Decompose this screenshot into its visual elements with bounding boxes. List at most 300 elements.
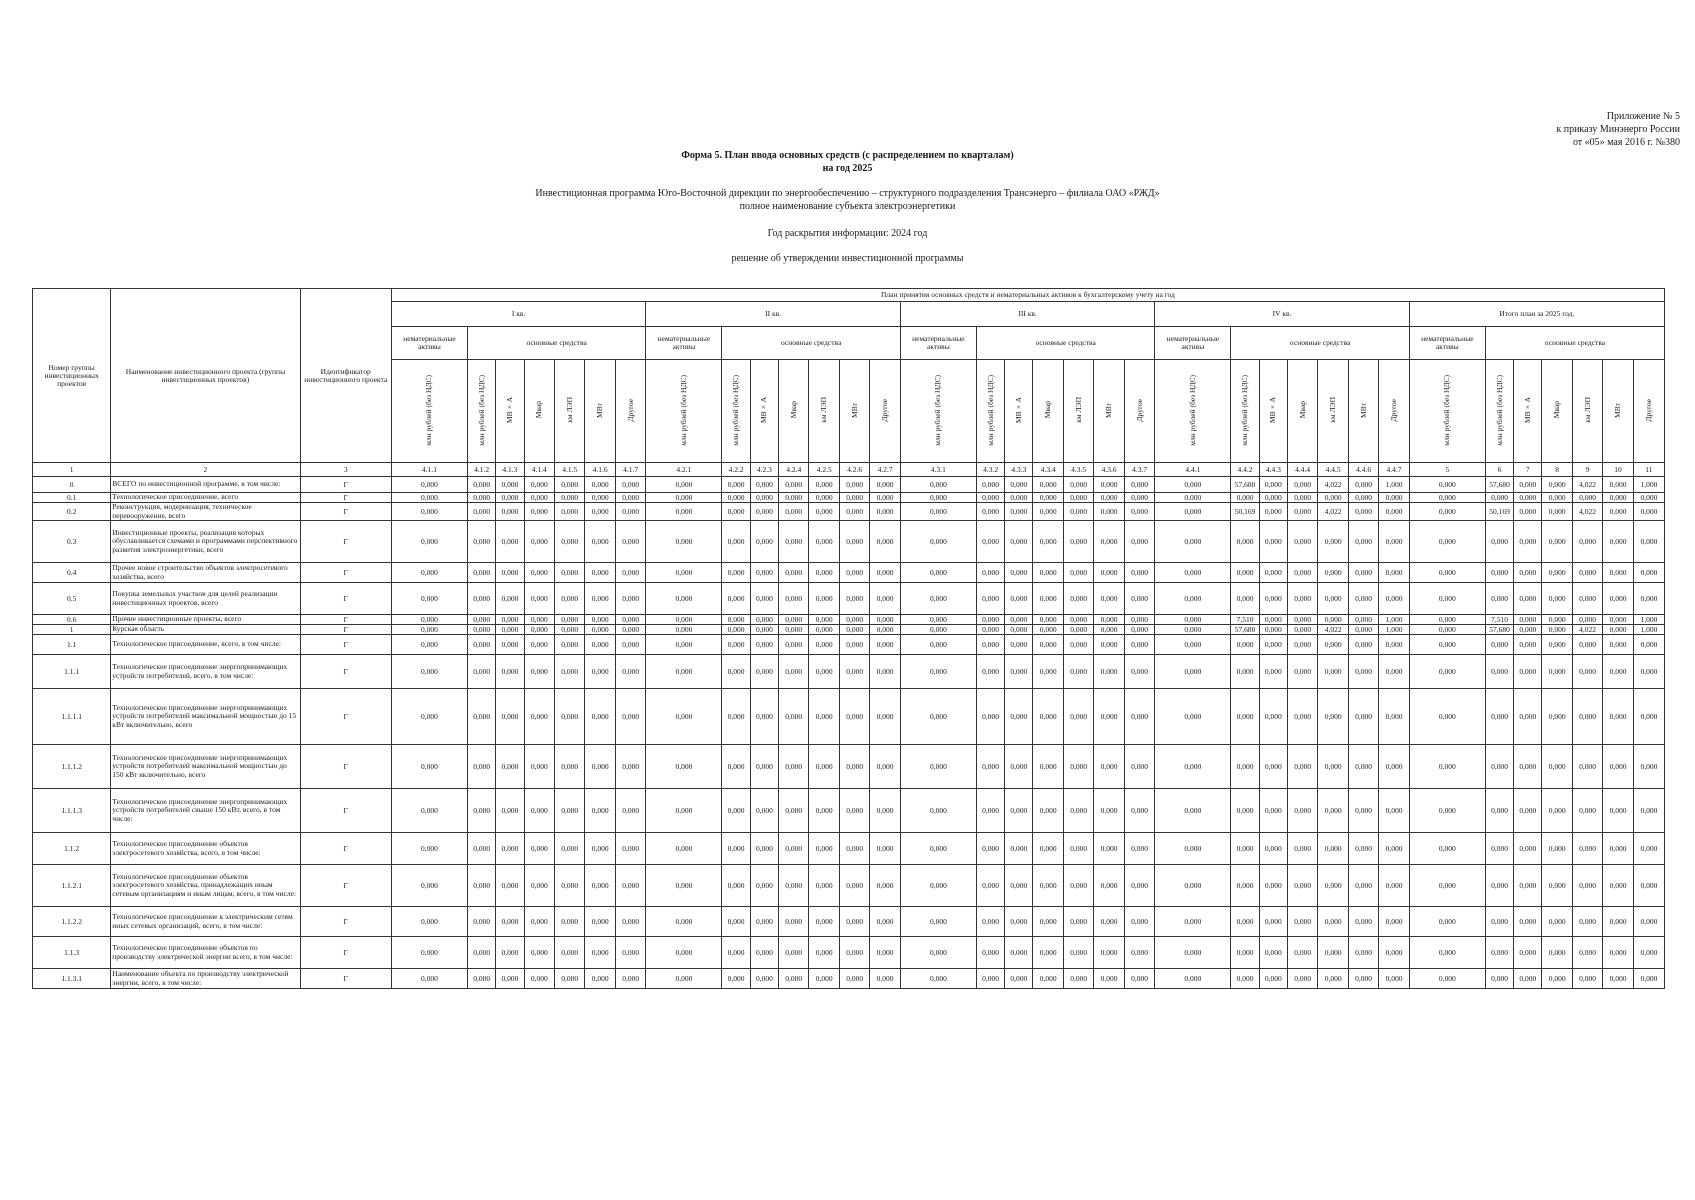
row-value: 0,000 [1633,563,1664,583]
row-value: 0,000 [1379,635,1409,655]
column-number: 4.4.5 [1318,463,1348,477]
row-value: 0,000 [1318,493,1348,503]
row-value: 0,000 [391,833,467,865]
unit-label: МВ×А [1522,396,1532,424]
row-value: 0,000 [1348,635,1378,655]
row-value: 0,000 [1033,833,1063,865]
row-value: 0,000 [1633,789,1664,833]
row-value: 0,000 [870,477,900,493]
row-value: 0,000 [750,477,778,493]
row-project-name: Технологическое присоединение энергопринимающих устройств потребителей свыше 150 кВт, всего, в том числе: [111,789,300,833]
row-value: 0,000 [722,865,750,907]
row-project-name: Реконструкция, модернизация, техническое перевооружение, всего [111,503,300,521]
row-value: 0,000 [1005,907,1033,937]
row-value: 0,000 [524,563,554,583]
row-value: 0,000 [1542,635,1572,655]
row-value: 0,000 [468,563,496,583]
row-value: 0,000 [1287,655,1317,689]
row-value: 0,000 [646,865,722,907]
row-value: 0,000 [468,969,496,989]
row-value: 0,000 [1124,937,1154,969]
row-value: 0,000 [1379,833,1409,865]
appendix-line: Приложение № 5 [1606,111,1680,122]
header-unit [391,360,467,463]
row-value: 0,000 [1348,937,1378,969]
row-value: 0,000 [1542,789,1572,833]
row-value: 0,000 [1485,833,1513,865]
row-value: 0,000 [615,907,645,937]
column-number: 4.4.2 [1231,463,1259,477]
row-value: 0,000 [1572,493,1602,503]
row-value: 0,000 [750,745,778,789]
column-number: 4.4.3 [1259,463,1287,477]
row-value: 0,000 [1348,907,1378,937]
row-value: 0,000 [1572,789,1602,833]
row-value: 0,000 [585,635,615,655]
row-value: 0,000 [1603,521,1633,563]
row-value: 0,000 [750,635,778,655]
row-value: 0,000 [1542,865,1572,907]
row-value: 0,000 [900,583,976,615]
row-value: 0,000 [585,833,615,865]
row-value: 0,000 [1572,865,1602,907]
row-value: 0,000 [839,833,869,865]
header-q4: IV кв. [1155,302,1409,327]
header-total: Итого план за 2025 год. [1409,302,1664,327]
row-value: 0,000 [839,937,869,969]
row-value: 0,000 [870,865,900,907]
column-number: 4.2.2 [722,463,750,477]
row-value: 0,000 [779,521,809,563]
row-value: 0,000 [1231,745,1259,789]
row-value: 0,000 [1409,477,1485,493]
row-value: 0,000 [1033,503,1063,521]
row-value: 0,000 [1603,865,1633,907]
form-year: на год 2025 [822,163,873,174]
disclosure-year: Год раскрытия информации: 2024 год [767,228,928,239]
row-value: 0,000 [722,969,750,989]
row-value: 0,000 [750,865,778,907]
header-unit [1379,360,1409,463]
row-value: 0,000 [900,937,976,969]
row-value: 0,000 [1005,503,1033,521]
row-value: 0,000 [1259,969,1287,989]
row-value: 0,000 [468,493,496,503]
row-project-name: Технологическое присоединение, всего [111,493,300,503]
table-row [33,689,1665,745]
row-value: 0,000 [1287,833,1317,865]
unit-label: Другое [1134,398,1144,422]
column-number: 1 [33,463,111,477]
row-value: 0,000 [496,583,524,615]
row-value: 0,000 [900,833,976,865]
row-project-name: Технологическое присоединение, всего, в том числе: [111,635,300,655]
row-value: 0,000 [496,969,524,989]
appendix-reference [1556,110,1680,149]
row-value: 0,000 [555,521,585,563]
row-value: 0,000 [1572,833,1602,865]
row-value: 0,000 [1485,583,1513,615]
row-value: 0,000 [1094,655,1124,689]
column-number: 4.3.3 [1005,463,1033,477]
header-unit [1514,360,1542,463]
row-value: 0,000 [1063,521,1093,563]
row-value: 0,000 [976,969,1004,989]
row-value: 0,000 [1124,583,1154,615]
row-value: 0,000 [1063,655,1093,689]
row-value: 0,000 [722,615,750,625]
row-value: 0,000 [1572,521,1602,563]
row-value: 0,000 [1063,937,1093,969]
header-unit [722,360,750,463]
row-value: 0,000 [1005,563,1033,583]
row-number: 1.1.2.2 [33,907,111,937]
row-value: 0,000 [750,615,778,625]
row-number: 1.1.1.2 [33,745,111,789]
row-value: 57,680 [1231,477,1259,493]
row-value: 0,000 [496,493,524,503]
row-project-name: Наименование объекта по производству электрической энергии, всего, в том числе: [111,969,300,989]
row-number: 1.1 [33,635,111,655]
row-value: 0,000 [1124,615,1154,625]
row-value: 0,000 [779,625,809,635]
unit-label: МВт [849,402,859,418]
row-value: 0,000 [496,521,524,563]
row-value: 0,000 [1514,865,1542,907]
subject-caption: полное наименование субъекта электроэнергетики [739,201,956,212]
table-row [33,615,1665,625]
row-value: 0,000 [1348,625,1378,635]
row-value: 0,000 [1514,833,1542,865]
row-project-id: Г [300,583,391,615]
row-value: 0,000 [722,789,750,833]
row-value: 0,000 [615,635,645,655]
row-value: 0,000 [615,655,645,689]
row-value: 0,000 [1514,477,1542,493]
row-value: 0,000 [1259,907,1287,937]
row-value: 0,000 [1318,689,1348,745]
row-value: 0,000 [1318,969,1348,989]
row-value: 0,000 [779,493,809,503]
row-value: 0,000 [1287,503,1317,521]
row-value: 0,000 [391,493,467,503]
row-value: 0,000 [809,789,839,833]
row-value: 0,000 [468,937,496,969]
row-value: 0,000 [1379,745,1409,789]
row-value: 0,000 [1348,833,1378,865]
row-project-name: Технологическое присоединение объектов по производству электрической энергии всего, в том числе: [111,937,300,969]
row-value: 0,000 [1033,789,1063,833]
row-project-name: Технологическое присоединение энергопринимающих устройств потребителей максимальной мощностью до 150 кВт включительно, всего [111,745,300,789]
row-value: 0,000 [615,833,645,865]
row-value: 0,000 [1155,907,1231,937]
table-row [33,969,1665,989]
row-value: 0,000 [555,563,585,583]
row-value: 0,000 [1633,865,1664,907]
row-project-id: Г [300,563,391,583]
row-project-id: Г [300,625,391,635]
row-project-name: Технологическое присоединение объектов электросетевого хозяйства, принадлежащих иным сетевым организациям и иным лицам, всего, в том числе: [111,865,300,907]
row-value: 0,000 [1124,907,1154,937]
row-value: 0,000 [1514,521,1542,563]
row-value: 0,000 [1603,493,1633,503]
row-value: 0,000 [1603,635,1633,655]
row-value: 0,000 [1572,615,1602,625]
row-value: 0,000 [750,907,778,937]
decision-caption: решение об утверждении инвестиционной программы [731,253,964,264]
row-value: 0,000 [1094,625,1124,635]
row-value: 0,000 [809,745,839,789]
row-value: 0,000 [750,969,778,989]
row-project-name: Покупка земельных участков для целей реализации инвестиционных проектов, всего [111,583,300,615]
row-value: 0,000 [468,477,496,493]
row-value: 0,000 [779,583,809,615]
row-value: 0,000 [1633,493,1664,503]
column-number: 4.4.6 [1348,463,1378,477]
header-unit [1005,360,1033,463]
row-value: 0,000 [524,937,554,969]
row-value: 0,000 [1379,689,1409,745]
row-value: 0,000 [870,615,900,625]
row-value: 0,000 [1005,833,1033,865]
row-value: 0,000 [1094,833,1124,865]
row-value: 0,000 [615,937,645,969]
row-value: 0,000 [1514,563,1542,583]
row-value: 0,000 [1542,907,1572,937]
row-value: 0,000 [870,583,900,615]
row-value: 0,000 [1542,745,1572,789]
row-value: 0,000 [839,635,869,655]
row-value: 0,000 [870,833,900,865]
row-value: 0,000 [615,615,645,625]
row-value: 0,000 [1005,655,1033,689]
row-value: 0,000 [1231,563,1259,583]
row-value: 0,000 [1124,969,1154,989]
row-project-name: Технологическое присоединение энергопринимающих устройств потребителей, всего, в том числе: [111,655,300,689]
row-value: 0,000 [1033,493,1063,503]
row-value: 0,000 [1005,937,1033,969]
row-value: 0,000 [524,907,554,937]
row-value: 0,000 [1603,503,1633,521]
row-project-name: ВСЕГО по инвестиционной программе, в том числе: [111,477,300,493]
row-value: 0,000 [1005,635,1033,655]
row-value: 1,000 [1633,615,1664,625]
row-value: 0,000 [809,615,839,625]
row-value: 0,000 [1005,745,1033,789]
row-value: 0,000 [1572,907,1602,937]
row-project-id: Г [300,907,391,937]
row-value: 0,000 [1379,655,1409,689]
row-number: 0.6 [33,615,111,625]
row-value: 0,000 [555,493,585,503]
row-value: 0,000 [1409,969,1485,989]
row-value: 0,000 [900,625,976,635]
column-number: 4.2.4 [779,463,809,477]
row-value: 0,000 [1542,969,1572,989]
row-value: 50,169 [1231,503,1259,521]
row-value: 0,000 [1603,625,1633,635]
row-value: 0,000 [870,635,900,655]
row-value: 0,000 [1094,907,1124,937]
row-value: 0,000 [1005,477,1033,493]
row-value: 0,000 [1633,635,1664,655]
row-value: 0,000 [976,865,1004,907]
row-value: 0,000 [646,833,722,865]
row-value: 0,000 [524,635,554,655]
row-value: 0,000 [1542,477,1572,493]
row-value: 0,000 [1231,521,1259,563]
row-project-id: Г [300,521,391,563]
column-number: 4.2.7 [870,463,900,477]
unit-label: Мвар [1297,401,1307,419]
row-value: 0,000 [615,865,645,907]
header-unit [496,360,524,463]
row-value: 0,000 [1318,563,1348,583]
row-value: 0,000 [585,745,615,789]
row-value: 0,000 [1318,521,1348,563]
row-project-id: Г [300,689,391,745]
row-value: 0,000 [1542,937,1572,969]
row-value: 0,000 [391,625,467,635]
header-unit [1572,360,1602,463]
unit-label: млн рублей (без НДС) [1442,374,1452,446]
row-value: 0,000 [900,563,976,583]
row-value: 0,000 [496,625,524,635]
row-value: 0,000 [496,745,524,789]
row-value: 0,000 [809,625,839,635]
row-value: 0,000 [1287,745,1317,789]
row-value: 0,000 [976,689,1004,745]
row-value: 0,000 [809,635,839,655]
row-number: 0.4 [33,563,111,583]
column-number: 4.4.4 [1287,463,1317,477]
row-value: 0,000 [900,907,976,937]
row-value: 0,000 [779,833,809,865]
row-value: 0,000 [646,477,722,493]
row-value: 0,000 [555,865,585,907]
row-value: 0,000 [555,789,585,833]
row-value: 0,000 [1287,563,1317,583]
row-value: 0,000 [750,937,778,969]
table-row [33,477,1665,493]
unit-label: МВ×А [1268,396,1278,424]
row-value: 0,000 [1348,477,1378,493]
header-unit [1542,360,1572,463]
row-value: 0,000 [1094,583,1124,615]
header-unit [646,360,722,463]
row-value: 0,000 [1485,493,1513,503]
row-value: 0,000 [1287,789,1317,833]
row-number: 1.1.3 [33,937,111,969]
row-value: 0,000 [646,615,722,625]
row-value: 0,000 [779,655,809,689]
row-value: 0,000 [976,937,1004,969]
table-row [33,907,1665,937]
row-value: 0,000 [496,615,524,625]
row-value: 0,000 [722,655,750,689]
row-value: 0,000 [1409,655,1485,689]
program-name: Инвестиционная программа Юго-Восточной дирекции по энергообеспечению – структурного подразделения Трансэнерго – филиала ОАО «РЖД» [535,188,1160,199]
row-value: 0,000 [585,493,615,503]
row-value: 0,000 [779,615,809,625]
row-value: 0,000 [468,521,496,563]
row-value: 0,000 [1063,583,1093,615]
row-value: 0,000 [585,615,615,625]
row-number: 1.1.2 [33,833,111,865]
row-value: 0,000 [1033,655,1063,689]
column-number: 4.1.4 [524,463,554,477]
row-project-name: Курская область [111,625,300,635]
row-value: 0,000 [1633,503,1664,521]
row-value: 0,000 [1409,745,1485,789]
row-value: 0,000 [391,937,467,969]
row-value: 0,000 [976,833,1004,865]
unit-label: Другое [880,398,890,422]
row-value: 0,000 [468,907,496,937]
column-number: 4.2.3 [750,463,778,477]
row-value: 0,000 [468,655,496,689]
row-value: 0,000 [750,583,778,615]
row-value: 0,000 [555,477,585,493]
table-row [33,563,1665,583]
row-value: 0,000 [1379,521,1409,563]
row-value: 0,000 [750,493,778,503]
row-value: 0,000 [839,583,869,615]
row-value: 0,000 [555,969,585,989]
row-value: 0,000 [1348,969,1378,989]
row-value: 0,000 [1231,969,1259,989]
row-value: 0,000 [1094,689,1124,745]
header-unit [1409,360,1485,463]
row-value: 0,000 [646,625,722,635]
row-value: 0,000 [870,689,900,745]
row-value: 0,000 [1259,503,1287,521]
row-value: 0,000 [1259,615,1287,625]
row-value: 0,000 [722,625,750,635]
row-value: 0,000 [1379,969,1409,989]
row-value: 0,000 [1005,583,1033,615]
row-value: 0,000 [524,583,554,615]
column-number: 4.3.5 [1063,463,1093,477]
row-value: 0,000 [1409,865,1485,907]
row-value: 0,000 [750,503,778,521]
row-value: 0,000 [1063,503,1093,521]
unit-label: млн рублей (без НДС) [1240,374,1250,446]
header-intangible-assets: нематериальные активы [391,327,467,360]
row-value: 0,000 [1033,625,1063,635]
row-value: 0,000 [615,477,645,493]
unit-label: Мвар [1552,401,1562,419]
row-value: 0,000 [555,615,585,625]
row-value: 0,000 [391,655,467,689]
row-value: 0,000 [976,655,1004,689]
row-value: 0,000 [524,503,554,521]
row-value: 0,000 [524,745,554,789]
row-value: 0,000 [1155,583,1231,615]
header-unit [1348,360,1378,463]
header-intangible-assets: нематериальные активы [900,327,976,360]
unit-label: млн рублей (без НДС) [1494,374,1504,446]
row-value: 0,000 [585,789,615,833]
row-value: 0,000 [1379,865,1409,907]
row-value: 0,000 [722,563,750,583]
column-number: 6 [1485,463,1513,477]
row-value: 0,000 [1514,493,1542,503]
row-value: 0,000 [1348,615,1378,625]
row-value: 0,000 [615,563,645,583]
row-value: 0,000 [615,493,645,503]
row-value: 0,000 [585,969,615,989]
